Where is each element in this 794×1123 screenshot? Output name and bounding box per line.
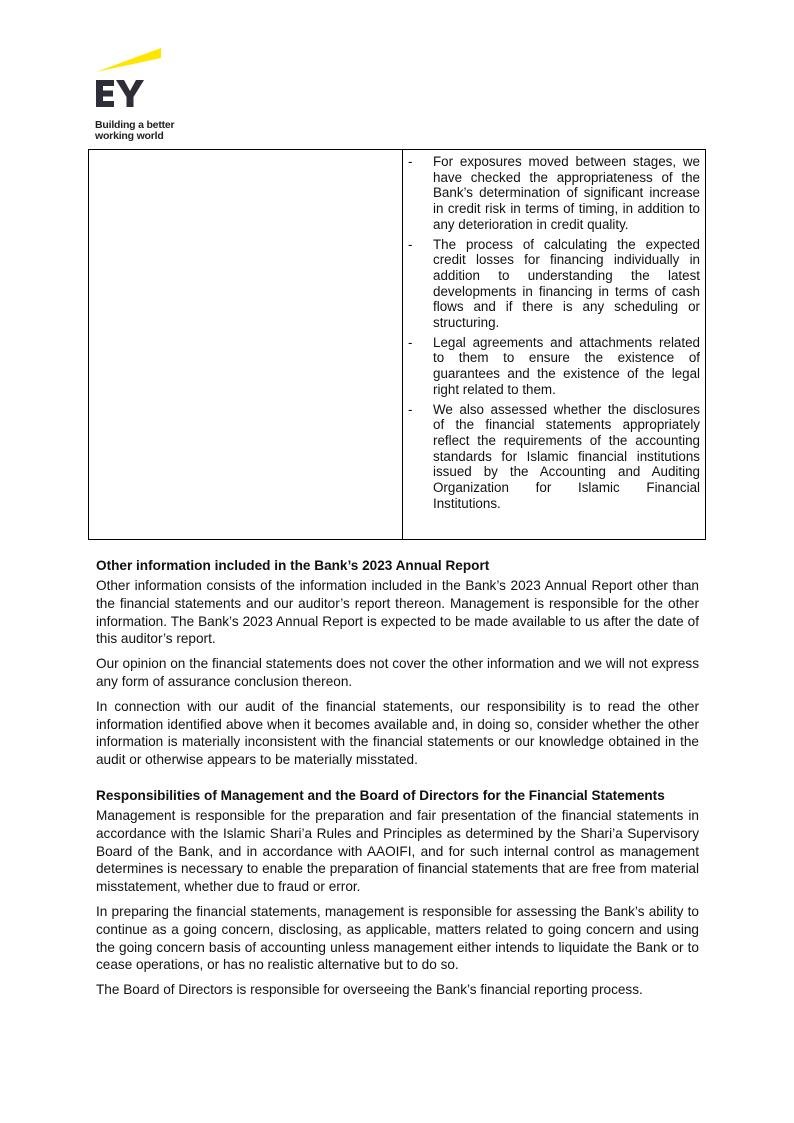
paragraph: The Board of Directors is responsible for overseeing the Bank’s financial reporting process.	[96, 982, 643, 998]
bullet-dash: -	[408, 334, 413, 350]
list-item	[408, 154, 700, 233]
paragraph: Our opinion on the financial statements does not cover the other information and we will not express any form of assurance conclusion thereon.	[96, 656, 699, 689]
paragraph: Management is responsible for the preparation and fair presentation of the financial statements in accordance with the Islamic Shari’a Rules and Principles as determined by the Shari’a Supervisory Board of the Bank, and in accordance with AAOIFI, and for such internal control as management determines is necessary to enable the preparation of financial statements that are free from material misstatement, whether due to fraud or error.	[96, 808, 699, 895]
section-heading: Other information included in the Bank’s 2023 Annual Report	[96, 558, 490, 573]
responsibilities-section	[96, 787, 699, 1006]
ey-tagline	[95, 120, 174, 142]
audit-procedures-table	[88, 149, 706, 540]
bullet-dash: -	[408, 236, 413, 252]
list-item	[408, 335, 700, 398]
table-column-divider	[402, 150, 403, 539]
paragraph: In connection with our audit of the financial statements, our responsibility is to read the other information identified above when it becomes available and, in doing so, consider whether the other information is materially inconsistent with the financial statements or our knowledge obtained in the audit or otherwise appears to be materially misstated.	[96, 698, 699, 768]
list-item	[408, 402, 700, 512]
list-item-text: For exposures moved between stages, we have checked the appropriateness of the Bank’s determination of significant increase in credit risk in terms of timing, in addition to any deterioration in credit quality.	[433, 154, 700, 232]
list-item	[408, 237, 700, 331]
list-item-text: We also assessed whether the disclosures of the financial statements appropriately reflect the requirements of the accounting standards for Islamic financial institutions issued by the Accounting and Auditing Organization for Islamic Financial Institutions.	[433, 401, 700, 511]
other-information-section	[96, 557, 699, 776]
section-heading: Responsibilities of Management and the Board of Directors for the Financial Statements	[96, 788, 665, 803]
list-item-text: Legal agreements and attachments related to them to ensure the existence of guarantees and the existence of the legal right related to them.	[433, 334, 700, 397]
tagline-line-2: working world	[95, 130, 164, 142]
bullet-dash: -	[408, 401, 413, 417]
procedures-list	[408, 154, 700, 515]
paragraph: In preparing the financial statements, management is responsible for assessing the Bank’s ability to continue as a going concern, disclosing, as applicable, matters related to going concern and using the going concern basis of accounting unless management either intends to liquidate the Bank or to cease operations, or has no realistic alternative but to do so.	[96, 903, 699, 973]
ey-logo	[95, 46, 185, 146]
ey-logo-icon	[95, 46, 165, 118]
list-item-text: The process of calculating the expected credit losses for financing individually in addition to understanding the latest developments in financing in terms of cash flows and if there is any scheduling or structuring.	[433, 236, 700, 331]
bullet-dash: -	[408, 154, 413, 169]
paragraph: Other information consists of the information included in the Bank’s 2023 Annual Report other than the financial statements and our auditor’s report thereon. Management is responsible for the other information. The Bank’s 2023 Annual Report is expected to be made available to us after the date of this auditor’s report.	[96, 578, 699, 647]
tagline-line-1: Building a better	[95, 119, 175, 131]
